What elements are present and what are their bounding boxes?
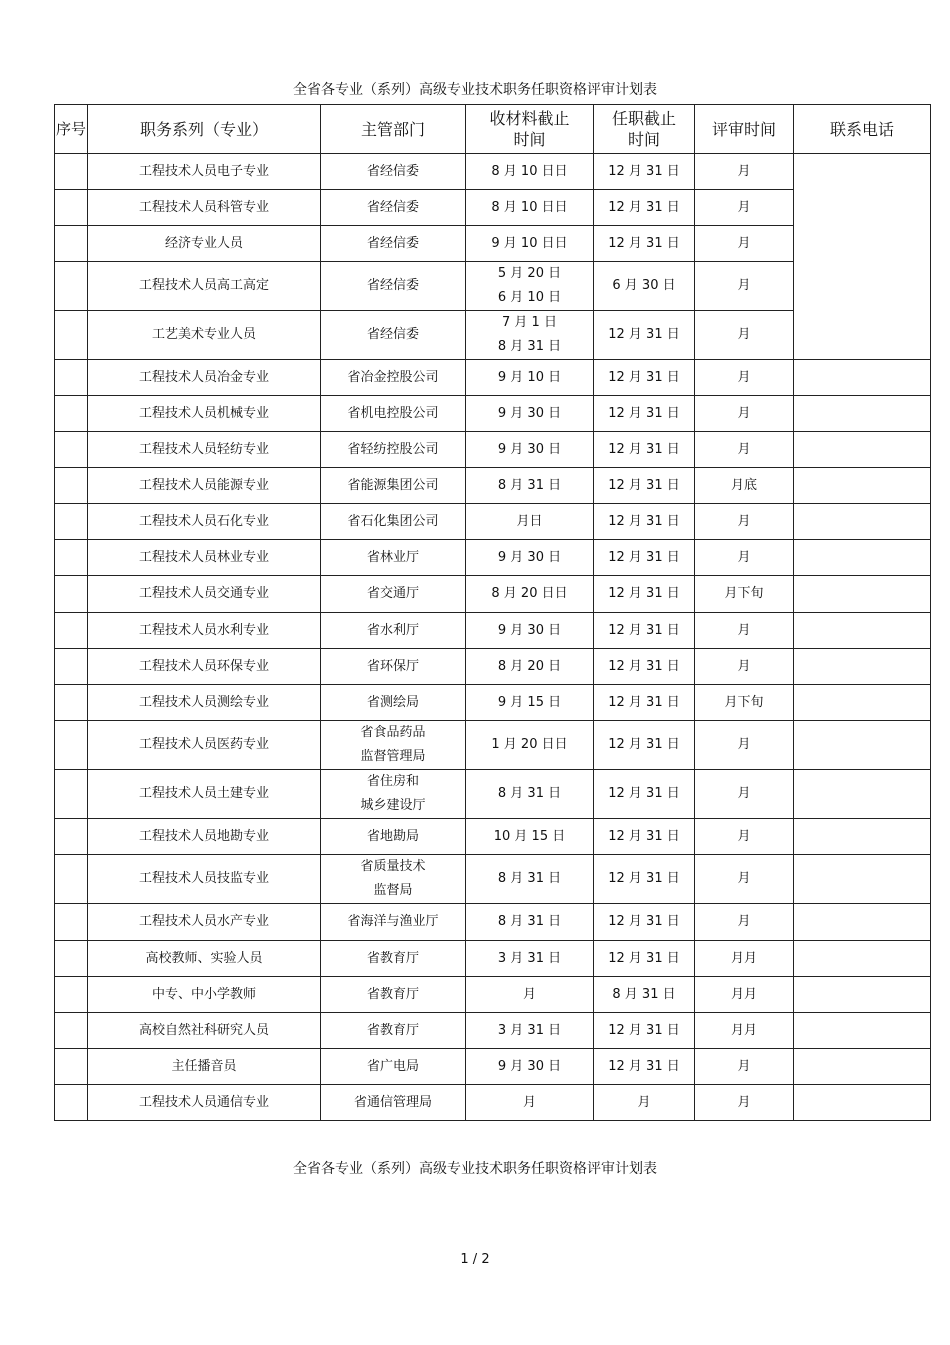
dept-cell: 省住房和 城乡建设厅	[321, 770, 466, 819]
phone-cell	[794, 941, 931, 977]
dept-cell: 省机电控股公司	[321, 396, 466, 432]
review-cell: 月底	[695, 468, 794, 504]
dept-cell: 省质量技术 监督局	[321, 855, 466, 904]
phone-cell	[794, 721, 931, 770]
dept-cell: 省教育厅	[321, 1013, 466, 1049]
series-cell: 主任播音员	[88, 1049, 321, 1085]
review-cell: 月	[695, 613, 794, 649]
deadline-cell: 8 月 10 日日	[466, 190, 594, 226]
deadline-cell: 9 月 30 日	[466, 613, 594, 649]
seq-cell	[55, 154, 88, 190]
series-cell: 高校教师、实验人员	[88, 941, 321, 977]
tenure-cell: 12 月 31 日	[594, 770, 695, 819]
tenure-cell: 月	[594, 1085, 695, 1121]
tenure-cell: 12 月 31 日	[594, 432, 695, 468]
seq-cell	[55, 540, 88, 576]
phone-cell	[794, 649, 931, 685]
series-cell: 工程技术人员地勘专业	[88, 819, 321, 855]
page-number: 1 / 2	[460, 1252, 490, 1267]
deadline-cell: 5 月 20 日 6 月 10 日	[466, 262, 594, 311]
seq-cell	[55, 468, 88, 504]
series-cell: 工程技术人员环保专业	[88, 649, 321, 685]
dept-cell: 省经信委	[321, 311, 466, 360]
series-cell: 工程技术人员轻纺专业	[88, 432, 321, 468]
tenure-cell: 12 月 31 日	[594, 360, 695, 396]
tenure-cell: 12 月 31 日	[594, 154, 695, 190]
review-cell: 月	[695, 1085, 794, 1121]
tenure-cell: 12 月 31 日	[594, 685, 695, 721]
seq-cell	[55, 504, 88, 540]
tenure-cell: 6 月 30 日	[594, 262, 695, 311]
phone-cell	[794, 432, 931, 468]
phone-cell	[794, 855, 931, 904]
phone-cell	[794, 468, 931, 504]
review-cell: 月月	[695, 1013, 794, 1049]
deadline-cell: 3 月 31 日	[466, 941, 594, 977]
series-cell: 工程技术人员测绘专业	[88, 685, 321, 721]
deadline-cell: 1 月 20 日日	[466, 721, 594, 770]
tenure-cell: 12 月 31 日	[594, 819, 695, 855]
table-row	[55, 432, 931, 468]
review-cell: 月	[695, 721, 794, 770]
deadline-cell: 8 月 31 日	[466, 855, 594, 904]
table-row	[55, 855, 931, 904]
dept-cell: 省食品药品 监督管理局	[321, 721, 466, 770]
deadline-cell: 9 月 30 日	[466, 1049, 594, 1085]
table-header-row	[55, 105, 931, 154]
dept-cell: 省石化集团公司	[321, 504, 466, 540]
dept-cell: 省测绘局	[321, 685, 466, 721]
series-cell: 工程技术人员水产专业	[88, 904, 321, 941]
table-row	[55, 468, 931, 504]
seq-cell	[55, 262, 88, 311]
deadline-cell: 9 月 30 日	[466, 540, 594, 576]
review-cell: 月	[695, 649, 794, 685]
tenure-cell: 12 月 31 日	[594, 226, 695, 262]
review-cell: 月	[695, 262, 794, 311]
deadline-cell: 9 月 15 日	[466, 685, 594, 721]
review-cell: 月	[695, 432, 794, 468]
header-tenure: 任职截止 时间	[594, 105, 695, 154]
review-cell: 月	[695, 154, 794, 190]
tenure-cell: 12 月 31 日	[594, 468, 695, 504]
tenure-cell: 12 月 31 日	[594, 904, 695, 941]
phone-cell	[794, 360, 931, 396]
review-cell: 月	[695, 904, 794, 941]
table-row	[55, 721, 931, 770]
seq-cell	[55, 649, 88, 685]
seq-cell	[55, 226, 88, 262]
phone-cell	[794, 819, 931, 855]
review-cell: 月下旬	[695, 576, 794, 613]
deadline-cell: 月	[466, 977, 594, 1013]
tenure-cell: 12 月 31 日	[594, 540, 695, 576]
seq-cell	[55, 613, 88, 649]
dept-cell: 省能源集团公司	[321, 468, 466, 504]
dept-cell: 省环保厅	[321, 649, 466, 685]
phone-cell	[794, 576, 931, 613]
dept-cell: 省轻纺控股公司	[321, 432, 466, 468]
dept-cell: 省经信委	[321, 154, 466, 190]
tenure-cell: 12 月 31 日	[594, 396, 695, 432]
table-row	[55, 649, 931, 685]
series-cell: 工程技术人员电子专业	[88, 154, 321, 190]
review-plan-table	[54, 104, 931, 1121]
seq-cell	[55, 855, 88, 904]
document-title: 全省各专业（系列）高级专业技术职务任职资格评审计划表	[293, 82, 657, 98]
review-cell: 月	[695, 504, 794, 540]
dept-cell: 省海洋与渔业厅	[321, 904, 466, 941]
seq-cell	[55, 977, 88, 1013]
review-cell: 月	[695, 226, 794, 262]
phone-cell	[794, 1085, 931, 1121]
dept-cell: 省通信管理局	[321, 1085, 466, 1121]
table-row	[55, 904, 931, 941]
tenure-cell: 12 月 31 日	[594, 504, 695, 540]
dept-cell: 省教育厅	[321, 977, 466, 1013]
table-row	[55, 154, 931, 190]
table-row	[55, 941, 931, 977]
table-row	[55, 1049, 931, 1085]
deadline-cell: 9 月 10 日日	[466, 226, 594, 262]
seq-cell	[55, 576, 88, 613]
dept-cell: 省教育厅	[321, 941, 466, 977]
tenure-cell: 12 月 31 日	[594, 1013, 695, 1049]
seq-cell	[55, 770, 88, 819]
seq-cell	[55, 1085, 88, 1121]
seq-cell	[55, 941, 88, 977]
deadline-cell: 8 月 10 日日	[466, 154, 594, 190]
phone-cell	[794, 977, 931, 1013]
series-cell: 工程技术人员医药专业	[88, 721, 321, 770]
table-row	[55, 576, 931, 613]
series-cell: 工程技术人员能源专业	[88, 468, 321, 504]
tenure-cell: 12 月 31 日	[594, 941, 695, 977]
seq-cell	[55, 904, 88, 941]
review-cell: 月月	[695, 941, 794, 977]
tenure-cell: 12 月 31 日	[594, 721, 695, 770]
tenure-cell: 8 月 31 日	[594, 977, 695, 1013]
seq-cell	[55, 432, 88, 468]
phone-cell	[794, 540, 931, 576]
deadline-cell: 月日	[466, 504, 594, 540]
series-cell: 工程技术人员交通专业	[88, 576, 321, 613]
phone-cell	[794, 613, 931, 649]
series-cell: 经济专业人员	[88, 226, 321, 262]
tenure-cell: 12 月 31 日	[594, 311, 695, 360]
table-row	[55, 1013, 931, 1049]
deadline-cell: 3 月 31 日	[466, 1013, 594, 1049]
header-seq: 序号	[55, 105, 88, 154]
phone-cell	[794, 504, 931, 540]
review-cell: 月	[695, 190, 794, 226]
repeated-title: 全省各专业（系列）高级专业技术职务任职资格评审计划表	[293, 1161, 657, 1177]
series-cell: 工程技术人员机械专业	[88, 396, 321, 432]
review-cell: 月	[695, 360, 794, 396]
review-cell: 月月	[695, 977, 794, 1013]
series-cell: 工艺美术专业人员	[88, 311, 321, 360]
phone-cell	[794, 154, 931, 360]
series-cell: 工程技术人员石化专业	[88, 504, 321, 540]
table-row	[55, 1085, 931, 1121]
series-cell: 工程技术人员通信专业	[88, 1085, 321, 1121]
tenure-cell: 12 月 31 日	[594, 1049, 695, 1085]
table-row	[55, 504, 931, 540]
header-phone: 联系电话	[794, 105, 931, 154]
review-cell: 月	[695, 770, 794, 819]
dept-cell: 省林业厅	[321, 540, 466, 576]
review-cell: 月下旬	[695, 685, 794, 721]
review-cell: 月	[695, 819, 794, 855]
deadline-cell: 月	[466, 1085, 594, 1121]
tenure-cell: 12 月 31 日	[594, 576, 695, 613]
phone-cell	[794, 396, 931, 432]
deadline-cell: 8 月 20 日	[466, 649, 594, 685]
deadline-cell: 8 月 20 日日	[466, 576, 594, 613]
review-cell: 月	[695, 396, 794, 432]
dept-cell: 省冶金控股公司	[321, 360, 466, 396]
seq-cell	[55, 360, 88, 396]
series-cell: 工程技术人员林业专业	[88, 540, 321, 576]
phone-cell	[794, 1013, 931, 1049]
seq-cell	[55, 685, 88, 721]
phone-cell	[794, 685, 931, 721]
deadline-cell: 9 月 30 日	[466, 432, 594, 468]
table-row	[55, 977, 931, 1013]
review-cell: 月	[695, 855, 794, 904]
series-cell: 工程技术人员冶金专业	[88, 360, 321, 396]
tenure-cell: 12 月 31 日	[594, 613, 695, 649]
tenure-cell: 12 月 31 日	[594, 190, 695, 226]
dept-cell: 省地勘局	[321, 819, 466, 855]
seq-cell	[55, 819, 88, 855]
series-cell: 工程技术人员水利专业	[88, 613, 321, 649]
deadline-cell: 8 月 31 日	[466, 904, 594, 941]
header-dept: 主管部门	[321, 105, 466, 154]
table-row	[55, 396, 931, 432]
table-row	[55, 613, 931, 649]
dept-cell: 省广电局	[321, 1049, 466, 1085]
header-deadline: 收材料截止 时间	[466, 105, 594, 154]
header-series: 职务系列（专业）	[88, 105, 321, 154]
review-cell: 月	[695, 1049, 794, 1085]
deadline-cell: 9 月 30 日	[466, 396, 594, 432]
dept-cell: 省交通厅	[321, 576, 466, 613]
series-cell: 中专、中小学教师	[88, 977, 321, 1013]
series-cell: 高校自然社科研究人员	[88, 1013, 321, 1049]
dept-cell: 省水利厅	[321, 613, 466, 649]
series-cell: 工程技术人员高工高定	[88, 262, 321, 311]
deadline-cell: 8 月 31 日	[466, 770, 594, 819]
dept-cell: 省经信委	[321, 190, 466, 226]
review-cell: 月	[695, 311, 794, 360]
tenure-cell: 12 月 31 日	[594, 855, 695, 904]
seq-cell	[55, 311, 88, 360]
seq-cell	[55, 1013, 88, 1049]
dept-cell: 省经信委	[321, 262, 466, 311]
deadline-cell: 8 月 31 日	[466, 468, 594, 504]
deadline-cell: 9 月 10 日	[466, 360, 594, 396]
seq-cell	[55, 1049, 88, 1085]
series-cell: 工程技术人员土建专业	[88, 770, 321, 819]
deadline-cell: 7 月 1 日 8 月 31 日	[466, 311, 594, 360]
seq-cell	[55, 190, 88, 226]
table-row	[55, 819, 931, 855]
dept-cell: 省经信委	[321, 226, 466, 262]
table-row	[55, 360, 931, 396]
phone-cell	[794, 904, 931, 941]
series-cell: 工程技术人员科管专业	[88, 190, 321, 226]
header-review: 评审时间	[695, 105, 794, 154]
seq-cell	[55, 721, 88, 770]
table-row	[55, 770, 931, 819]
phone-cell	[794, 770, 931, 819]
tenure-cell: 12 月 31 日	[594, 649, 695, 685]
table-row	[55, 540, 931, 576]
series-cell: 工程技术人员技监专业	[88, 855, 321, 904]
review-cell: 月	[695, 540, 794, 576]
deadline-cell: 10 月 15 日	[466, 819, 594, 855]
seq-cell	[55, 396, 88, 432]
table-row	[55, 685, 931, 721]
phone-cell	[794, 1049, 931, 1085]
